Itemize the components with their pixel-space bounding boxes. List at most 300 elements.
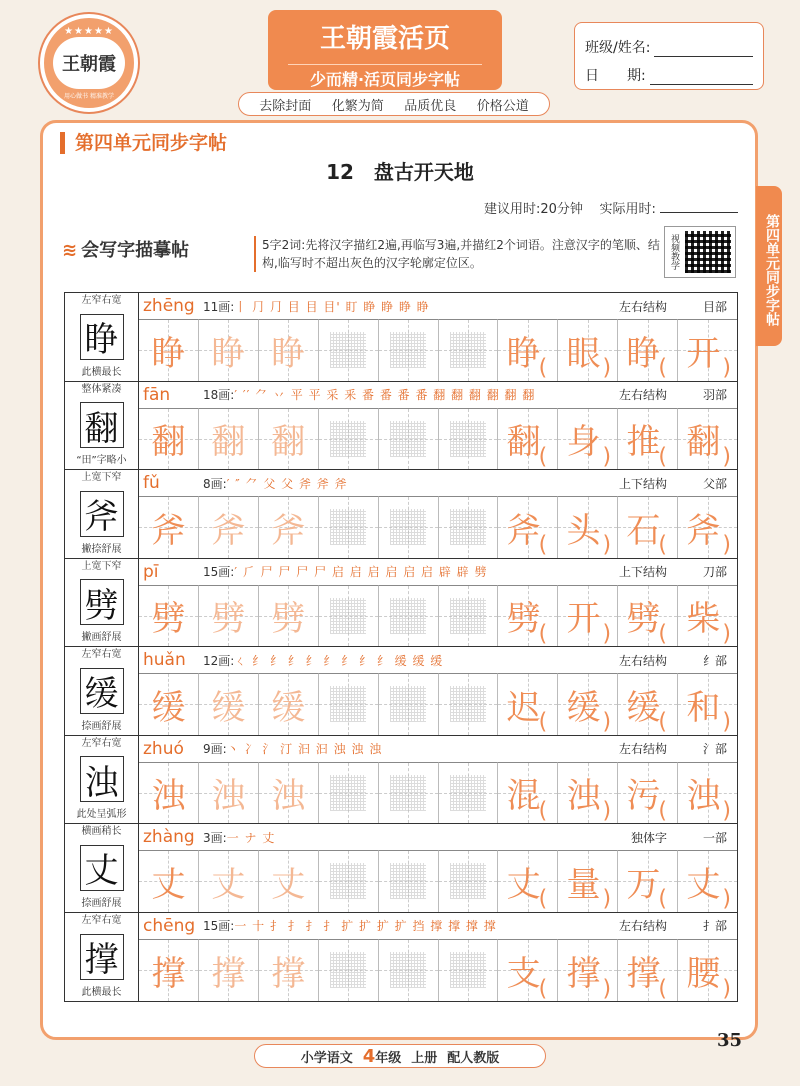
pinyin: pī	[143, 561, 159, 582]
lesson-title: 12 盘古开天地	[326, 160, 474, 184]
trace-char: 翻	[151, 422, 186, 463]
model-char: 睁	[80, 314, 124, 360]
close-paren: )	[722, 798, 731, 823]
slogan-item: 品质优良	[404, 98, 457, 114]
practice-area	[139, 824, 737, 912]
trace-cell[interactable]	[198, 762, 258, 824]
model-char: 劈	[80, 579, 124, 625]
writing-grid	[139, 585, 737, 647]
word-cell[interactable]	[557, 319, 617, 381]
outline-zone	[390, 332, 426, 368]
structure: 左右结构	[618, 653, 667, 668]
stroke-sequence: ′ ′′ ⺈ 丷 平 平 采 釆 番 番 番 番 翻 翻 翻 翻 翻 翻	[234, 388, 536, 402]
stroke-order	[203, 298, 603, 315]
close-paren: )	[602, 976, 612, 1001]
word-cell[interactable]	[557, 762, 617, 824]
char-info	[139, 913, 737, 939]
copy-cell[interactable]	[318, 673, 378, 735]
word-cell[interactable]	[497, 850, 557, 912]
word-cell[interactable]	[497, 496, 557, 558]
structure: 上下结构	[618, 565, 667, 579]
char-guide	[65, 293, 139, 381]
copy-cell[interactable]	[378, 319, 438, 381]
outline-zone	[330, 863, 366, 899]
word-cell[interactable]	[617, 408, 677, 470]
title-banner	[268, 10, 502, 90]
logo-tagline: 用心做书 精准教学	[64, 93, 114, 100]
stroke-sequence: 一 ナ 丈	[226, 830, 276, 845]
copy-cell[interactable]	[318, 939, 378, 1002]
outline-zone	[330, 509, 366, 545]
slogan-item: 去除封面	[259, 98, 312, 114]
trace-cell[interactable]	[198, 673, 258, 735]
word-cell[interactable]	[617, 850, 677, 912]
word-char: 头	[566, 510, 601, 551]
close-paren: )	[602, 355, 612, 381]
stroke-order	[203, 829, 603, 846]
word-cell[interactable]	[497, 939, 557, 1002]
trace-cell[interactable]	[258, 850, 318, 912]
close-paren: )	[602, 798, 612, 823]
outline-zone	[330, 332, 366, 368]
outline-zone	[450, 775, 486, 811]
word-cell[interactable]	[557, 496, 617, 558]
bottom-tip: 此横最长	[81, 987, 122, 998]
word-char: 支	[506, 953, 541, 994]
stroke-count: 8画:	[203, 476, 227, 491]
trace-cell[interactable]	[258, 319, 318, 381]
outline-zone	[390, 509, 426, 545]
stroke-order	[203, 386, 603, 403]
word-char: 万	[626, 864, 661, 905]
word-char: 劈	[506, 599, 541, 640]
word-cell[interactable]	[677, 673, 737, 735]
slogan-item: 价格公道	[476, 98, 529, 114]
char-info	[139, 824, 737, 850]
outline-zone	[450, 598, 486, 634]
section-title: 会写字描摹帖	[81, 240, 190, 261]
trace-cell[interactable]	[258, 408, 318, 470]
radical: 扌部	[702, 919, 727, 933]
word-char: 量	[566, 864, 601, 905]
practice-row	[65, 736, 737, 825]
outline-zone	[450, 421, 486, 457]
stroke-count: 3画:	[203, 830, 227, 845]
outline-zone	[330, 952, 366, 988]
word-cell[interactable]	[677, 939, 737, 1002]
close-paren: )	[722, 709, 731, 735]
bottom-tip: “田”字略小	[76, 455, 127, 466]
radical: 目部	[702, 299, 727, 314]
word-cell[interactable]	[617, 673, 677, 735]
outline-zone	[390, 863, 426, 899]
outline-zone	[390, 598, 426, 634]
brand-logo	[40, 14, 138, 112]
trace-cell[interactable]	[198, 939, 258, 1002]
radical: 羽部	[702, 388, 727, 402]
stroke-order	[203, 917, 603, 934]
name-label: 班级/姓名:	[585, 40, 651, 56]
qr-code-icon	[685, 231, 731, 273]
copy-cell[interactable]	[318, 408, 378, 470]
word-cell[interactable]	[677, 408, 737, 470]
trace-char: 睁	[271, 333, 306, 374]
char-info	[139, 470, 737, 496]
trace-char: 劈	[151, 599, 186, 640]
structure: 左右结构	[618, 742, 667, 756]
trace-cell[interactable]	[139, 939, 198, 1002]
close-paren: )	[722, 976, 731, 1001]
trace-char: 浊	[211, 776, 246, 817]
radical: 氵部	[702, 742, 727, 756]
copy-cell[interactable]	[378, 408, 438, 470]
structure: 左右结构	[618, 299, 667, 314]
word-char: 浊	[686, 776, 721, 817]
trace-cell[interactable]	[258, 673, 318, 735]
char-info	[139, 382, 737, 408]
footer-grade-suffix: 年级	[375, 1050, 402, 1066]
trace-char: 翻	[211, 422, 246, 463]
practice-area	[139, 470, 737, 558]
word-char: 开	[566, 599, 601, 640]
pinyin: huǎn	[143, 650, 186, 670]
model-char: 翻	[80, 402, 124, 448]
word-cell[interactable]	[677, 585, 737, 647]
practice-row	[65, 913, 737, 1002]
writing-grid	[139, 850, 737, 912]
close-paren: )	[722, 444, 731, 469]
bottom-tip: 此横最长	[81, 366, 122, 378]
copy-cell[interactable]	[378, 496, 438, 558]
trace-char: 睁	[211, 333, 246, 374]
word-cell[interactable]	[557, 408, 617, 470]
word-cell[interactable]	[677, 850, 737, 912]
model-char: 丈	[80, 845, 124, 891]
trace-cell[interactable]	[258, 585, 318, 647]
writing-grid	[139, 673, 737, 735]
word-char: 缓	[566, 687, 601, 728]
outline-zone	[330, 421, 366, 457]
writing-grid	[139, 496, 737, 558]
word-char: 腰	[686, 953, 721, 994]
copy-cell[interactable]	[378, 673, 438, 735]
word-cell[interactable]	[557, 939, 617, 1002]
trace-cell[interactable]	[198, 585, 258, 647]
trace-char: 缓	[211, 687, 246, 728]
radical: 父部	[702, 476, 727, 491]
copy-cell[interactable]	[438, 850, 498, 912]
brand-title: 王朝霞活页	[319, 24, 450, 54]
model-char: 浊	[80, 756, 124, 802]
word-cell[interactable]	[617, 319, 677, 381]
side-tab: 第四单元同步字帖	[756, 186, 782, 346]
word-char: 浊	[566, 776, 601, 817]
word-char: 翻	[686, 422, 721, 463]
copy-cell[interactable]	[378, 762, 438, 824]
writing-grid	[139, 939, 737, 1002]
copy-cell[interactable]	[438, 762, 498, 824]
char-info	[139, 559, 737, 585]
word-char: 丈	[686, 864, 721, 905]
footer-volume: 上册	[411, 1050, 438, 1066]
practice-area	[139, 736, 737, 824]
copy-cell[interactable]	[318, 585, 378, 647]
copy-cell[interactable]	[318, 496, 378, 558]
pinyin: zhēng	[143, 296, 195, 316]
trace-char: 撑	[271, 953, 306, 994]
word-cell[interactable]	[677, 762, 737, 824]
copy-cell[interactable]	[438, 408, 498, 470]
word-char: 开	[686, 333, 721, 374]
structure: 左右结构	[618, 388, 667, 402]
stroke-count: 11画:	[203, 299, 235, 314]
word-cell[interactable]	[617, 585, 677, 647]
top-tip: 左窄右宽	[81, 914, 122, 926]
trace-cell[interactable]	[139, 673, 198, 735]
word-char: 睁	[506, 333, 541, 374]
open-paren: (	[538, 798, 548, 823]
word-char: 污	[626, 776, 661, 817]
practice-area	[139, 559, 737, 647]
stroke-order	[203, 563, 603, 580]
brand-subtitle: 少而精·活页同步字帖	[288, 64, 482, 90]
radical: 一部	[702, 830, 727, 845]
stroke-sequence: ′ ″ ⺈ 父 父 斧 斧 斧	[226, 476, 348, 491]
word-char: 混	[506, 776, 541, 817]
structure: 左右结构	[618, 919, 667, 933]
outline-zone	[450, 332, 486, 368]
close-paren: )	[602, 621, 612, 646]
trace-cell[interactable]	[139, 319, 198, 381]
trace-char: 斧	[271, 510, 306, 551]
close-paren: )	[722, 355, 731, 381]
footer-bar	[254, 1044, 546, 1068]
trace-char: 丈	[211, 864, 246, 905]
practice-area	[139, 382, 737, 470]
word-cell[interactable]	[677, 496, 737, 558]
open-paren: (	[658, 798, 667, 823]
structure: 上下结构	[618, 476, 667, 491]
model-char: 斧	[80, 491, 124, 537]
trace-cell[interactable]	[139, 762, 198, 824]
trace-char: 缓	[271, 687, 306, 728]
char-info	[139, 736, 737, 762]
word-cell[interactable]	[497, 408, 557, 470]
word-cell[interactable]	[497, 762, 557, 824]
suggested-time: 建议用时:20分钟	[484, 202, 583, 217]
top-tip: 横画稍长	[81, 826, 122, 837]
trace-char: 丈	[271, 864, 306, 905]
trace-char: 斧	[211, 510, 246, 551]
slogan-item: 化繁为简	[331, 98, 384, 114]
open-paren: (	[658, 532, 667, 558]
top-tip: 上宽下窄	[81, 472, 122, 483]
word-char: 推	[626, 422, 661, 463]
outline-zone	[450, 686, 486, 722]
outline-zone	[390, 421, 426, 457]
stroke-sequence: 一 十 扌 扌 扌 扌 扩 扩 扩 扩 挡 撑 撑 撑 撑	[234, 919, 497, 933]
word-char: 和	[686, 687, 721, 728]
copy-cell[interactable]	[438, 496, 498, 558]
trace-cell[interactable]	[198, 319, 258, 381]
pinyin: fǔ	[143, 473, 160, 493]
word-char: 迟	[506, 687, 541, 728]
word-char: 斧	[506, 510, 541, 551]
unit-title: 第四单元同步字帖	[60, 132, 227, 154]
practice-row	[65, 559, 737, 648]
copy-cell[interactable]	[378, 850, 438, 912]
char-guide	[65, 470, 139, 558]
word-char: 眼	[566, 333, 601, 374]
word-char: 身	[566, 422, 601, 463]
word-char: 斧	[686, 510, 721, 551]
qr-code[interactable]	[664, 226, 736, 278]
trace-cell[interactable]	[198, 496, 258, 558]
bottom-tip: 撇画舒展	[81, 632, 122, 643]
writing-grid	[139, 408, 737, 470]
trace-cell[interactable]	[258, 762, 318, 824]
footer-edition: 配人教版	[447, 1050, 500, 1066]
pinyin: zhàng	[143, 827, 195, 847]
stroke-order	[203, 740, 603, 757]
practice-row	[65, 470, 737, 559]
trace-cell[interactable]	[198, 850, 258, 912]
close-paren: )	[602, 886, 612, 912]
word-cell[interactable]	[617, 762, 677, 824]
top-tip: 上宽下窄	[81, 560, 122, 572]
open-paren: (	[658, 886, 667, 912]
practice-row	[65, 824, 737, 913]
date-label: 日 期:	[585, 68, 646, 84]
model-char: 撑	[80, 934, 124, 980]
practice-row	[65, 382, 737, 471]
open-paren: (	[658, 355, 667, 381]
actual-time-label: 实际用时:	[599, 202, 656, 217]
word-char: 石	[626, 510, 661, 551]
stroke-count: 9画:	[203, 742, 227, 756]
char-guide	[65, 382, 139, 470]
copy-cell[interactable]	[438, 673, 498, 735]
pinyin: chēng	[143, 915, 196, 936]
copy-cell[interactable]	[318, 319, 378, 381]
outline-zone	[390, 686, 426, 722]
char-info	[139, 647, 737, 673]
close-paren: )	[722, 886, 731, 912]
copy-cell[interactable]	[318, 850, 378, 912]
word-cell[interactable]	[497, 319, 557, 381]
close-paren: )	[602, 709, 612, 735]
stroke-count: 15画:	[203, 565, 235, 579]
top-tip: 左窄右宽	[81, 295, 122, 306]
char-guide	[65, 736, 139, 824]
copy-cell[interactable]	[438, 585, 498, 647]
trace-cell[interactable]	[258, 496, 318, 558]
word-char: 撑	[566, 953, 601, 994]
outline-zone	[390, 952, 426, 988]
open-paren: (	[538, 444, 548, 469]
open-paren: (	[538, 886, 548, 912]
practice-area	[139, 293, 737, 381]
word-cell[interactable]	[617, 939, 677, 1002]
trace-char: 撑	[211, 953, 246, 994]
char-guide	[65, 913, 139, 1002]
word-char: 睁	[626, 333, 661, 374]
word-cell[interactable]	[497, 585, 557, 647]
bottom-tip: 撇捺舒展	[81, 543, 122, 555]
word-cell[interactable]	[617, 496, 677, 558]
word-cell[interactable]	[557, 585, 617, 647]
open-paren: (	[538, 532, 548, 558]
copy-cell[interactable]	[438, 319, 498, 381]
trace-cell[interactable]	[139, 408, 198, 470]
word-cell[interactable]	[677, 319, 737, 381]
trace-char: 丈	[151, 864, 186, 905]
word-cell[interactable]	[497, 673, 557, 735]
slogan-bar	[238, 92, 550, 116]
word-cell[interactable]	[557, 673, 617, 735]
practice-area	[139, 913, 737, 1002]
instructions: 5字2词:先将汉字描红2遍,再临写3遍,并描红2个词语。注意汉字的笔顺、结构,临写时不超出灰色的汉字轮廓定位区。	[254, 236, 664, 272]
outline-zone	[330, 598, 366, 634]
qr-label: 视频教学	[669, 234, 679, 270]
practice-row	[65, 293, 737, 382]
actual-time-blank[interactable]	[660, 212, 738, 213]
writing-grid	[139, 319, 737, 381]
open-paren: (	[538, 976, 548, 1001]
open-paren: (	[658, 976, 667, 1001]
word-char: 柴	[686, 599, 721, 640]
date-blank[interactable]	[650, 69, 753, 85]
copy-cell[interactable]	[378, 585, 438, 647]
practice-area	[139, 647, 737, 735]
wave-icon: ≋	[62, 240, 78, 261]
stroke-order	[203, 652, 603, 669]
logo-text: 王朝霞	[53, 37, 125, 89]
trace-cell[interactable]	[198, 408, 258, 470]
section-heading	[62, 236, 189, 262]
copy-cell[interactable]	[378, 939, 438, 1002]
outline-zone	[390, 775, 426, 811]
stroke-sequence: 丨 ⺆ ⺆ 目 目 目' 盯 睁 睁 睁 睁	[234, 299, 430, 314]
stroke-sequence: ㄑ 纟 纟 纟 纟 纟 纟 纟 纟 缓 缓 缓	[234, 653, 444, 668]
writing-grid	[139, 762, 737, 824]
trace-char: 缓	[151, 687, 186, 728]
trace-char: 睁	[151, 333, 186, 374]
word-cell[interactable]	[557, 850, 617, 912]
trace-cell[interactable]	[258, 939, 318, 1002]
name-blank[interactable]	[654, 41, 753, 57]
close-paren: )	[722, 532, 731, 558]
trace-cell[interactable]	[139, 496, 198, 558]
trace-cell[interactable]	[139, 585, 198, 647]
trace-char: 翻	[271, 422, 306, 463]
top-tip: 整体紧凑	[81, 383, 122, 395]
trace-char: 劈	[211, 599, 246, 640]
outline-zone	[330, 686, 366, 722]
copy-cell[interactable]	[438, 939, 498, 1002]
date-row	[585, 57, 753, 85]
top-tip: 左窄右宽	[81, 737, 122, 749]
bottom-tip: 捺画舒展	[81, 897, 122, 909]
outline-zone	[450, 509, 486, 545]
open-paren: (	[538, 355, 548, 381]
outline-zone	[450, 863, 486, 899]
trace-cell[interactable]	[139, 850, 198, 912]
stroke-count: 15画:	[203, 919, 235, 933]
char-guide	[65, 824, 139, 912]
copy-cell[interactable]	[318, 762, 378, 824]
student-info-box	[574, 22, 764, 90]
